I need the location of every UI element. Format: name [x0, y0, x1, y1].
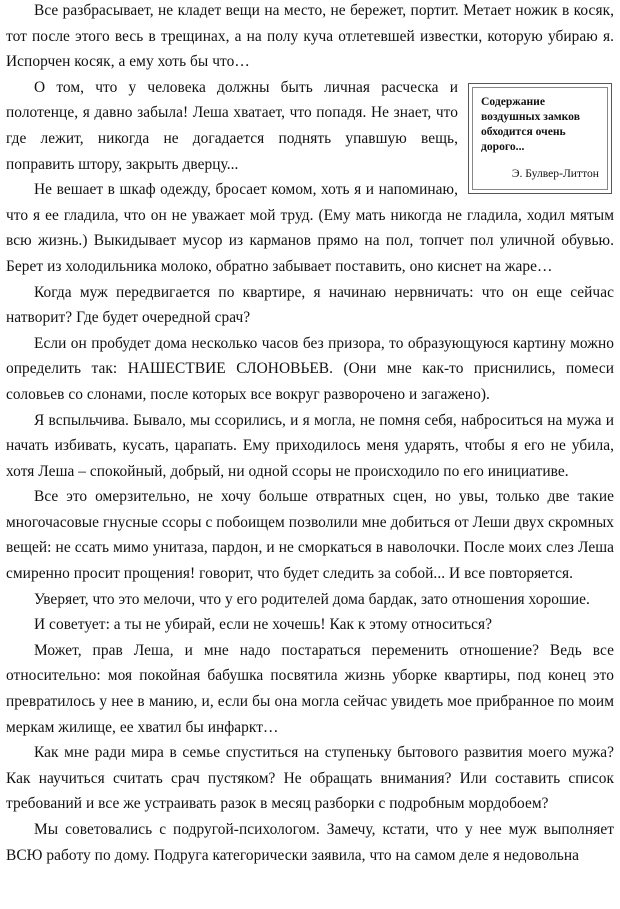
paragraph-10: Может, прав Леша, и мне надо постараться переменить отношение? Ведь все относительно: моя покойная бабушка посвятила жизнь уборке квартиры, под конец это превратилось у нее в манию, и, если бы она могла сейчас увидеть мое прибранное по моим меркам жилище, ее хватил бы инфаркт…: [6, 641, 614, 736]
paragraph-1: Все разбрасывает, не кладет вещи на место, не бережет, портит. Метает ножик в косяк, тот после этого весь в трещинах, а на полу куча отлетевшей известки, которую убираю я. Испорчен косяк, а ему хоть бы что…: [6, 2, 614, 71]
paragraph-3: Не вешает в шкаф одежду, бросает комом, хоть я и напоминаю, что я ее гладила, что он не уважает мой труд. (Ему мать никогда не гладила, ходил мятым всю жизнь.) Выкидывает мусор из карманов прямо на пол, топчет пол уличной обувью. Берет из холодильника молоко, обратно забывает поставить, оно киснет на жаре…: [6, 181, 614, 275]
epigraph-box: [468, 83, 612, 194]
paragraph-6: Я вспыльчива. Бывало, мы ссорились, и я могла, не помня себя, наброситься на мужа и начать избивать, кусать, царапать. Ему приходилось меня ударять, чтобы я его не убила, хотя Леша – спокойный, добрый, ни одной ссоры не происходило по его инициативе.: [6, 411, 614, 480]
epigraph-quote: Содержание воздушных замков обходится очень дорого...: [481, 94, 580, 153]
paragraph-2: О том, что у человека должны быть личная расческа и полотенце, я давно забыла! Леша хватает, что попадя. Не знает, что где лежит, никогда не догадается поднять упавшую вещь, поправить штору, закрыть дверцу...: [6, 78, 458, 173]
paragraph-8: Уверяет, что это мелочи, что у его родителей дома бардак, зато отношения хорошие.: [34, 590, 590, 608]
paragraph-12: Мы советовались с подругой-психологом. Замечу, кстати, что у нее муж выполняет ВСЮ работу по дому. Подруга категорически заявила, что на самом деле я недовольна: [6, 821, 614, 864]
paragraph-4: Когда муж передвигается по квартире, я начинаю нервничать: что он еще сейчас натворит? Где будет очередной срач?: [6, 283, 614, 327]
paragraph-5: Если он пробудет дома несколько часов без призора, то образующуюся картину можно определить так: НАШЕСТВИЕ СЛОНОВЬЕВ. (Они мне как-то приснились, помеси соловьев со слонами, после которых все вокруг разворочено и загажено).: [6, 334, 614, 403]
epigraph-inner-frame: [472, 87, 608, 190]
paragraph-9: И советует: а ты не убирай, если не хочешь! Как к этому относиться?: [34, 616, 493, 634]
paragraph-11: Как мне ради мира в семье спуститься на ступеньку бытового развития моего мужа? Как научиться считать срач пустяком? Не обращать внимания? Или составить список требований и все же устраивать разок в месяц разборки с подробным мордобоем?: [6, 744, 614, 813]
paragraph-7: Все это омерзительно, не хочу больше отвратных сцен, но увы, только две такие многочасовые гнусные ссоры с побоищем позволили мне добиться от Леши двух скромных вещей: не ссать мимо унитаза, пардон, и не сморкаться в наволочки. После моих слез Леша смиренно просит прощения! говорит, что будет следить за собой... И все повторяется.: [6, 488, 614, 583]
epigraph-author: Э. Булвер-Литтон: [511, 166, 599, 180]
